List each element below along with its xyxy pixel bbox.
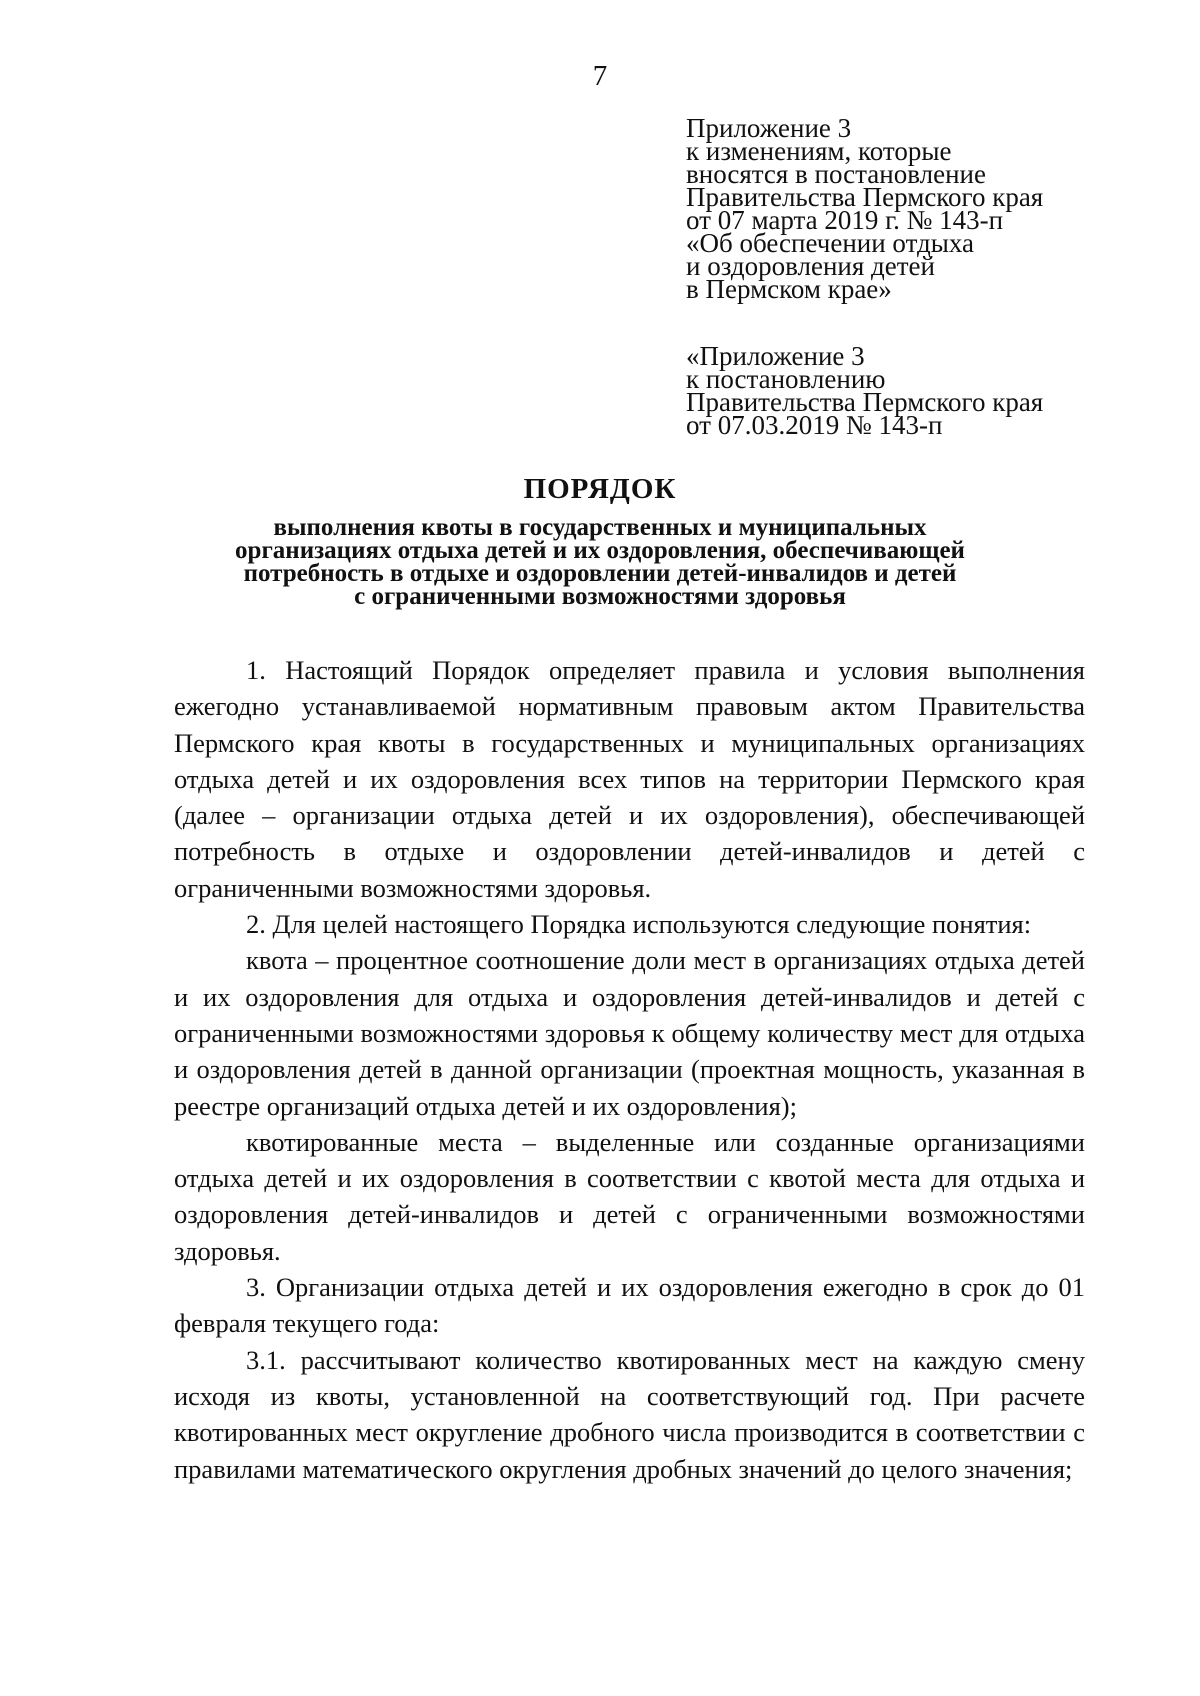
paragraph: 1. Настоящий Порядок определяет правила и условия выполнения ежегодно устанавливаемой нормативным правовым актом Правительства Пермского края квоты в государственных и муниципальных организациях отдыха детей и их оздоровления всех типов на территории Пермского края (далее – организации отдыха детей и их оздоровления), обеспечивающей потребность в отдыхе и оздоровлении детей-инвалидов и детей с ограниченными возможностями здоровья.: [174, 655, 1085, 903]
paragraph: 3. Организации отдыха детей и их оздоровления ежегодно в срок до 01 февраля текущего года:: [174, 1272, 1085, 1339]
paragraph: 3.1. рассчитывают количество квотированных мест на каждую смену исходя из квоты, установленной на соответствующий год. При расчете квотированных мест округление дробного числа производится в соответствии с правилами математического округления дробных значений до целого значения;: [174, 1344, 1085, 1484]
paragraph: 2. Для целей настоящего Порядка используются следующие понятия:: [246, 909, 1032, 940]
subtitle-line: организациях отдыха детей и их оздоровления, обеспечивающей: [235, 537, 965, 564]
annex-original-line: «Приложение 3: [686, 341, 865, 371]
annex-original: [686, 341, 1126, 440]
annex-header-line: Приложение 3: [686, 113, 852, 143]
annex-header-line: вносятся в постановление: [686, 159, 986, 189]
annex-header-line: в Пермском крае»: [686, 274, 892, 304]
annex-header-line: к изменениям, которые: [686, 136, 952, 166]
annex-header-line: и оздоровления детей: [686, 251, 935, 281]
annex-header-line: от 07 марта 2019 г. № 143-п: [686, 205, 1004, 235]
subtitle-line: потребность в отдыхе и оздоровлении детей-инвалидов и детей: [243, 560, 957, 587]
subtitle-line: выполнения квоты в государственных и муниципальных: [273, 514, 927, 541]
page-number: 7: [592, 60, 608, 92]
annex-original-line: от 07.03.2019 № 143-п: [686, 410, 943, 440]
annex-header-line: Правительства Пермского края: [686, 182, 1044, 212]
annex-header-line: «Об обеспечении отдыха: [686, 228, 975, 258]
annex-original-line: к постановлению: [686, 364, 886, 394]
paragraph: квота – процентное соотношение доли мест в организациях отдыха детей и их оздоровления для отдыха и оздоровления детей-инвалидов и детей с ограниченными возможностями здоровья к общему количеству мест для отдыха и оздоровления детей в данной организации (проектная мощность, указанная в реестре организаций отдыха детей и их оздоровления);: [174, 945, 1085, 1121]
annex-header: [686, 113, 1126, 304]
document-subtitle: [160, 516, 1040, 608]
subtitle-line: с ограниченными возможностями здоровья: [354, 583, 846, 610]
document-title: ПОРЯДОК: [523, 473, 677, 505]
paragraph: квотированные места – выделенные или созданные организациями отдыха детей и их оздоровления в соответствии с квотой места для отдыха и оздоровления детей-инвалидов и детей с ограниченными возможностями здоровья.: [174, 1126, 1085, 1266]
annex-original-line: Правительства Пермского края: [686, 387, 1044, 417]
document-body: [174, 652, 1085, 1487]
